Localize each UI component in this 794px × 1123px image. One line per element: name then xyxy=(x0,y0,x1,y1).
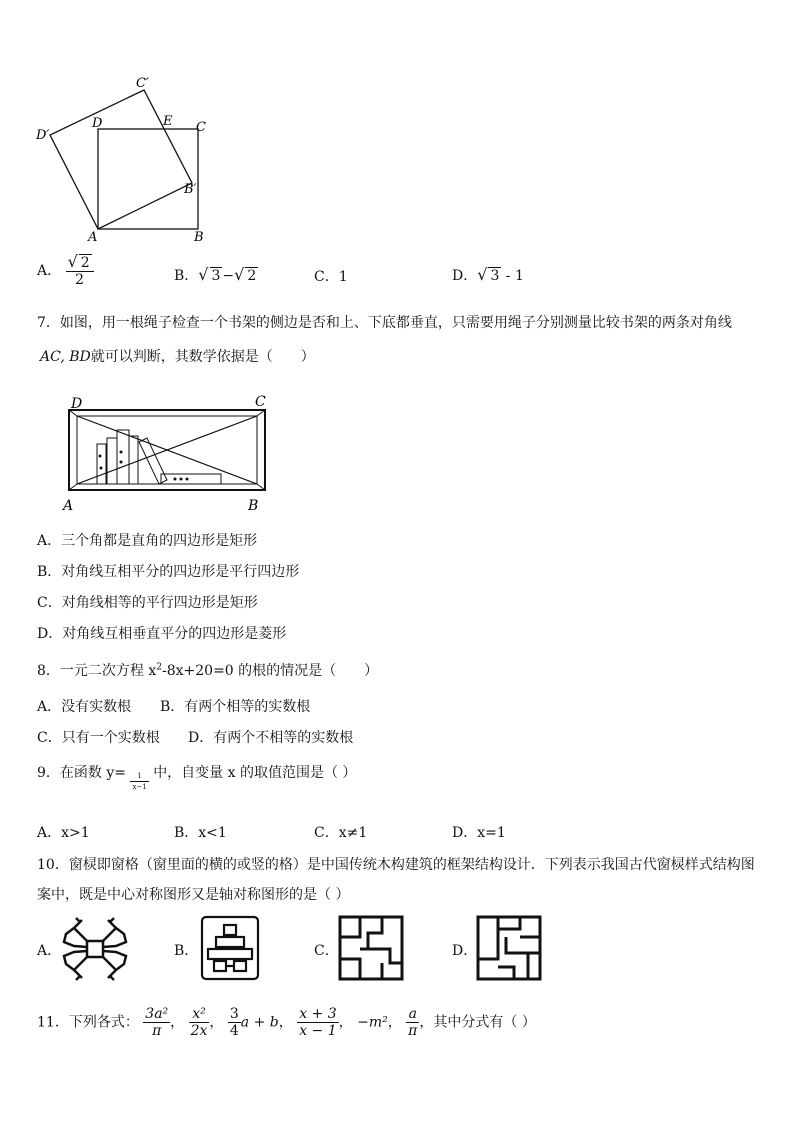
q6-d-rest: - 1 xyxy=(501,268,524,284)
q7-stem-line1: 7．如图，用一根绳子检查一个书架的侧边是否和上、下底都垂直，只需要用绳子分别测量比较书架的两条对角线 xyxy=(37,315,732,331)
q7-option-c: C．对角线相等的平行四边形是矩形 xyxy=(37,595,258,611)
q11-stem xyxy=(37,1006,536,1039)
label-a: A xyxy=(88,230,98,245)
q9-option-c: C．x≠1 xyxy=(314,825,368,841)
q11-suffix: ，其中分式有（ ） xyxy=(419,1014,536,1031)
q7-option-a: A．三个角都是直角的四边形是矩形 xyxy=(37,533,258,549)
q11-e3-rest: a + b xyxy=(240,1014,279,1031)
q11-expr-5: −m² xyxy=(357,1014,388,1031)
bookshelf-figure xyxy=(55,390,280,515)
q6-b-minus: − xyxy=(222,268,235,284)
q11-expr-3-fraction xyxy=(228,1006,241,1039)
q11-sep: ， xyxy=(338,1014,353,1031)
q11-e6-den: π xyxy=(408,1023,418,1039)
q9-frac-den: x−1 xyxy=(132,783,147,791)
book-dot xyxy=(99,455,102,458)
label-b: B xyxy=(194,230,204,245)
book-dot xyxy=(174,478,177,481)
q6-a-denominator: 2 xyxy=(75,272,85,288)
q6-b-radicand-1: 3 xyxy=(211,268,221,284)
q10-stem-line2: 案中，既是中心对称图形又是轴对称图形的是（ ） xyxy=(37,887,350,903)
book-3 xyxy=(117,430,129,484)
q8-option-b: B．有两个相等的实数根 xyxy=(160,699,311,715)
shelf-label-a: A xyxy=(63,498,74,514)
book-dot xyxy=(120,451,123,454)
q6-option-a-prefix: A． xyxy=(37,263,62,279)
shelf-label-d: D xyxy=(71,396,83,412)
q11-e2-den: 2x xyxy=(190,1023,208,1039)
q6-a-radicand: 2 xyxy=(80,255,90,271)
window-pattern-d xyxy=(476,915,542,981)
q8-option-a: A．没有实数根 xyxy=(37,699,132,715)
q9-fraction xyxy=(130,771,148,792)
q11-prefix: 11．下列各式： xyxy=(37,1014,139,1031)
label-d-prime: D′ xyxy=(36,128,50,143)
q11-e4-den: x − 1 xyxy=(299,1023,337,1039)
q11-e3-den: 4 xyxy=(229,1023,239,1039)
shelf-label-c: C xyxy=(255,394,266,410)
book-6-lying xyxy=(161,474,221,484)
q8-option-c: C．只有一个实数根 xyxy=(37,730,160,746)
book-1 xyxy=(97,444,106,484)
window-pattern-c xyxy=(338,915,404,981)
q11-expr-2 xyxy=(189,1006,210,1039)
q10-label-a: A． xyxy=(37,943,62,959)
q9-frac-num: 1 xyxy=(130,771,148,782)
rotated-squares-figure xyxy=(30,75,220,245)
q7-stem-line2 xyxy=(40,346,315,366)
book-2 xyxy=(107,438,117,484)
label-e: E xyxy=(163,114,173,129)
q7-option-d: D．对角线互相垂直平分的四边形是菱形 xyxy=(37,626,287,642)
book-dot xyxy=(120,461,123,464)
q11-sep: ， xyxy=(209,1014,224,1031)
q7-math-ac-bd: AC, BD xyxy=(40,349,91,365)
q8-stem-pre: 8．一元二次方程 x xyxy=(37,663,157,679)
q6-option-d: D．√ 3 - 1 xyxy=(452,265,524,284)
q11-e1-num: 3a² xyxy=(145,1006,169,1022)
book-dot xyxy=(180,478,183,481)
q6-option-b: B．√ 3 −√ 2 xyxy=(174,265,257,284)
q6-option-b-prefix: B． xyxy=(174,268,199,284)
window-pattern-b xyxy=(200,915,260,981)
q10-stem-line1: 10．窗棂即窗格（窗里面的横的或竖的格）是中国传统木构建筑的框架结构设计．下列表示我国古代窗棂样式结构图 xyxy=(37,857,755,873)
q7-stem-line2-rest: 就可以判断，其数学依据是（ ） xyxy=(90,349,315,365)
book-dot xyxy=(186,478,189,481)
q11-sep: ， xyxy=(278,1014,293,1031)
book-dot xyxy=(100,467,103,470)
label-b-prime: B′ xyxy=(184,182,197,197)
label-c-prime: C′ xyxy=(136,76,149,91)
q9-option-a: A．x>1 xyxy=(37,825,90,841)
q9-option-d: D．x=1 xyxy=(452,825,506,841)
q10-label-d: D． xyxy=(452,943,478,959)
q9-option-b: B．x<1 xyxy=(174,825,227,841)
q10-label-b: B． xyxy=(174,943,199,959)
q9-stem-pre: 9．在函数 y= xyxy=(37,765,126,781)
q6-b-radicand-2: 2 xyxy=(247,268,257,284)
q11-e6-num: a xyxy=(406,1006,419,1023)
q6-d-radicand: 3 xyxy=(490,268,500,284)
q6-option-d-prefix: D． xyxy=(452,268,478,284)
book-4 xyxy=(129,436,138,484)
q9-stem xyxy=(37,762,356,792)
q10-label-c: C． xyxy=(314,943,339,959)
q6-option-a xyxy=(37,254,94,288)
label-c: C xyxy=(196,120,206,135)
q8-stem-sup: 2 xyxy=(156,662,162,673)
q11-expr-4 xyxy=(297,1006,338,1039)
q11-sep: ， xyxy=(170,1014,185,1031)
q8-option-d: D．有两个不相等的实数根 xyxy=(188,730,354,746)
square-ab1c1d1 xyxy=(50,90,192,229)
q11-e2-num: x² xyxy=(189,1006,210,1023)
q11-e3-num: 3 xyxy=(229,1006,239,1022)
q11-e1-den: π xyxy=(152,1023,162,1039)
q11-expr-6 xyxy=(406,1006,419,1039)
label-d: D xyxy=(92,116,103,131)
q8-stem-post: -8x+20=0 的根的情况是（ ） xyxy=(162,663,379,679)
q11-expr-1 xyxy=(143,1006,170,1039)
q11-sep: ， xyxy=(387,1014,402,1031)
square-abcd xyxy=(98,129,198,229)
q8-stem xyxy=(37,660,378,680)
q9-stem-post: 中，自变量 x 的取值范围是（ ） xyxy=(153,765,357,781)
q11-e4-num: x + 3 xyxy=(299,1006,337,1022)
q7-option-b: B．对角线互相平分的四边形是平行四边形 xyxy=(37,564,300,580)
q6-option-a-fraction: $\frac{√ 2}{2}$ xyxy=(66,254,94,288)
window-pattern-a xyxy=(60,916,130,982)
q6-option-c: C．1 xyxy=(314,269,348,285)
shelf-label-b: B xyxy=(248,498,259,514)
